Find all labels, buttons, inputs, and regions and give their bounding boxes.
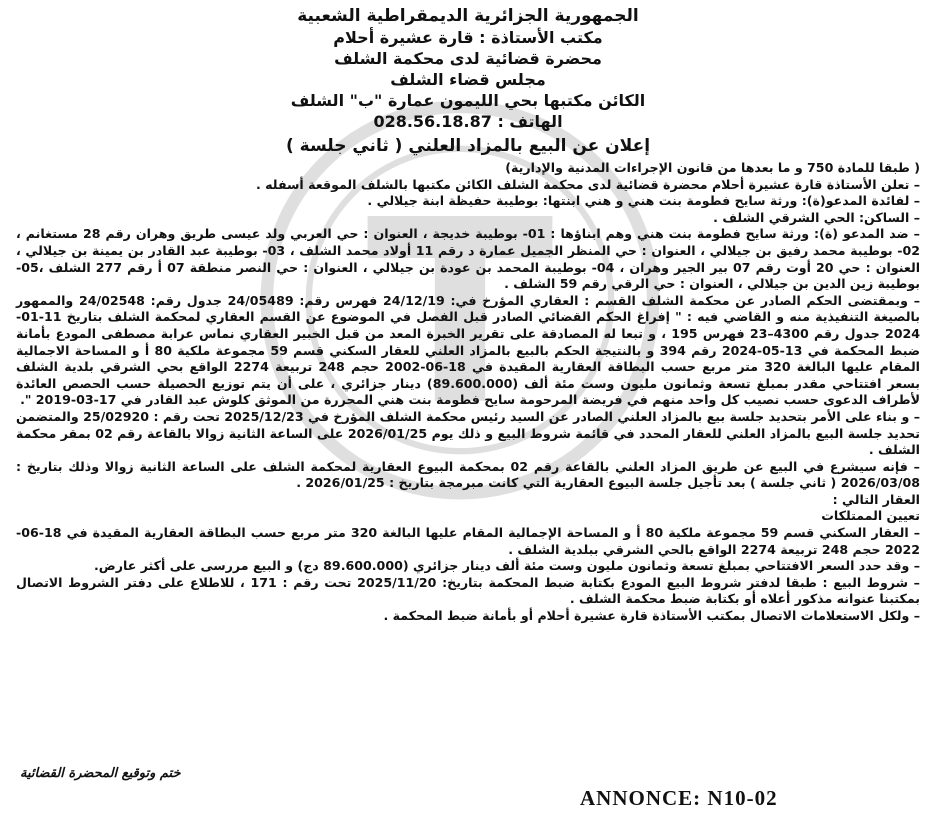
paragraph-conditions: – شروط البيع : طبقا لدفتر شروط البيع المودع بكتابة ضبط المحكمة بتاريخ: 2025/11/20 تحت رقم : 171 ، للاطلاع على دفتر الشروط الاتصال بمكتبنا عنوانه مذكور أعلاه أو بكتابة ضبط محكمة الشلف .	[16, 574, 920, 607]
paragraph-beneficiary: – لفائدة المدعو(ة): ورثة سايح فطومة بنت هني و هني ابنتها: بوطيبة حفيظة ابنة جيلالي .	[367, 193, 920, 209]
office-name: مكتب الأستاذة : قارة عشيرة أحلام	[333, 28, 603, 47]
legal-announcement	[14, 6, 922, 818]
republic-title: الجمهورية الجزائرية الديمقراطية الشعبية	[297, 6, 639, 26]
office-address: الكائن مكتبها بحي الليمون عمارة "ب" الشلف	[290, 91, 646, 110]
announcement-body	[14, 160, 922, 625]
announcement-number: ANNONCE: N10-02	[580, 786, 778, 810]
properties-heading: تعيين الممتلكات	[821, 508, 920, 524]
paragraph-sale-date: – فإنه سيشرع في البيع عن طريق المزاد العلني بالقاعة رقم 02 بمحكمة البيوع العقارية لمحكمة الشلف على الساعة الثانية زوالا وذلك بتاريخ : 2026/03/08 ( ثاني جلسة ) بعد تأجيل جلسة البيوع العقارية التي كانت مبرمجة بتاريخ : 2026/01/25 .	[16, 458, 920, 491]
paragraph-legal-basis: ( طبقا للمادة 750 و ما بعدها من قانون الإجراءات المدنية والإدارية)	[505, 160, 920, 175]
letterhead	[14, 6, 922, 132]
paragraph-contact: – ولكل الاستعلامات الاتصال بمكتب الأستاذة قارة عشيرة أحلام أو بأمانة ضبط المحكمة .	[383, 608, 920, 624]
paragraph-price: – وقد حدد السعر الافتتاحي بمبلغ تسعة وثمانون مليون وست مئة ألف دينار جزائري (89.600.000 دج) و البيع مررسى على أكثر عارض.	[94, 558, 920, 574]
announcement-title: إعلان عن البيع بالمزاد العلني ( ثاني جلسة )	[285, 136, 651, 156]
council-name: مجلس قضاء الشلف	[390, 70, 546, 89]
paragraph-judgment: – وبمقتضى الحكم الصادر عن محكمة الشلف القسم : العقاري المؤرخ في: 24/12/19 فهرس رقم: 24/05489 جدول رقم: 24/02548 والممهور بالصيغة التنفيذية منه و القاضي فيه : " إفراغ الحكم القضائي الصادر قبل الفصل في الموضوع عن القسم العقاري لمحكمة الشلف بتاريخ 11-01-2024 جدول رقم 4300–23 فهرس 195 ، و تبعا له المصادقة على تقرير الخبرة المعد من قبل الخبير العقاري نماس عرابة مصطفى المودع بأمانة ضبط المحكمة في 13-05-2024 رقم 394 و بالنتيجة الحكم بالبيع بالمزاد العلني للعقار السكني قسم 59 مجموعة ملكية 80 أ و المساحة الاجمالية المقام عليها البالغة 320 متر مربع حسب البطاقة العقارية المقيدة في 18-06-2002 حجم 248 تربيعة 2274 الواقع بحي الشرقي بلدية الشلف بسعر افتتاحي مقدر بمبلغ تسعة وثمانون مليون وست مئة ألف (89.600.000) دينار جزائري ، على أن يتم توزيع الحصيلة حسب الحصص العائدة لأطراف الدعوى حسب نصيب كل واحد منهم في فريضة المرحومة سايح فطومة بنت هني المحررة من الموثق كلوش عبد القادر في 17-03-2019 ".	[16, 292, 921, 408]
paragraph-announcer: – تعلن الأستاذة قارة عشيرة أحلام محضرة قضائية لدى محكمة الشلف الكائن مكتبها بالشلف الموقعة أسفله .	[256, 176, 920, 192]
profession: محضرة قضائية لدى محكمة الشلف	[334, 49, 602, 68]
paragraph-defendants: – ضد المدعو (ة): ورثة سايح فطومة بنت هني وهم ابناؤها : 01- بوطيبة خديجة ، العنوان : حي العربي ولد عيسى طريق وهران رقم 28 مستغانم ، 02- بوطيبة محمد رفيق بن جيلالي ، العنوان : حي المنظر الجميل عمارة د رقم 11 أولاد محمد الشلف ، 03- بوطيبة عبد القادر بن يمينة بن جيلالي ، العنوان : حي 20 أوت رقم 07 بير الجير وهران ، 04- بوطيبة المحمد بن عودة بن جيلالي ، العنوان : حي النصر منطقة 07 أ رقم 277 الشلف ،05- بوطيبة زين الدين بن جيلالي ، العنوان : حي الرقي رقم 59 الشلف .	[16, 226, 921, 292]
signature-line: ختم وتوقيع المحضرة القضائية	[20, 766, 181, 781]
phone-label: الهاتف :	[497, 112, 563, 131]
paragraph-property: – العقار السكني قسم 59 مجموعة ملكية 80 أ و المساحة الإجمالية المقام عليها البالغة 320 متر مربع حسب البطاقة العقارية المقيدة في 18-06-2022 حجم 248 تربيعة 2274 الواقع بالحي الشرقي ببلدية الشلف .	[16, 525, 920, 557]
property-heading: العقار التالي :	[832, 491, 920, 507]
phone-line	[14, 111, 922, 132]
paragraph-order: – و بناء على الأمر بتحديد جلسة بيع بالمزاد العلني الصادر عن السيد رئيس محكمة الشلف المؤرخ في 2025/12/23 تحت رقم : 25/02920 والمتضمن تحديد جلسة البيع بالمزاد العلني للعقار المحدد في قائمة شروط البيع و ذلك يوم 2026/01/25 على الساعة الثانية زوالا بالقاعة رقم 02 بمقر محكمة الشلف .	[16, 408, 921, 458]
phone-value: 028.56.18.87	[373, 112, 492, 131]
paragraph-residence: – الساكن: الحي الشرقي الشلف .	[713, 209, 920, 225]
